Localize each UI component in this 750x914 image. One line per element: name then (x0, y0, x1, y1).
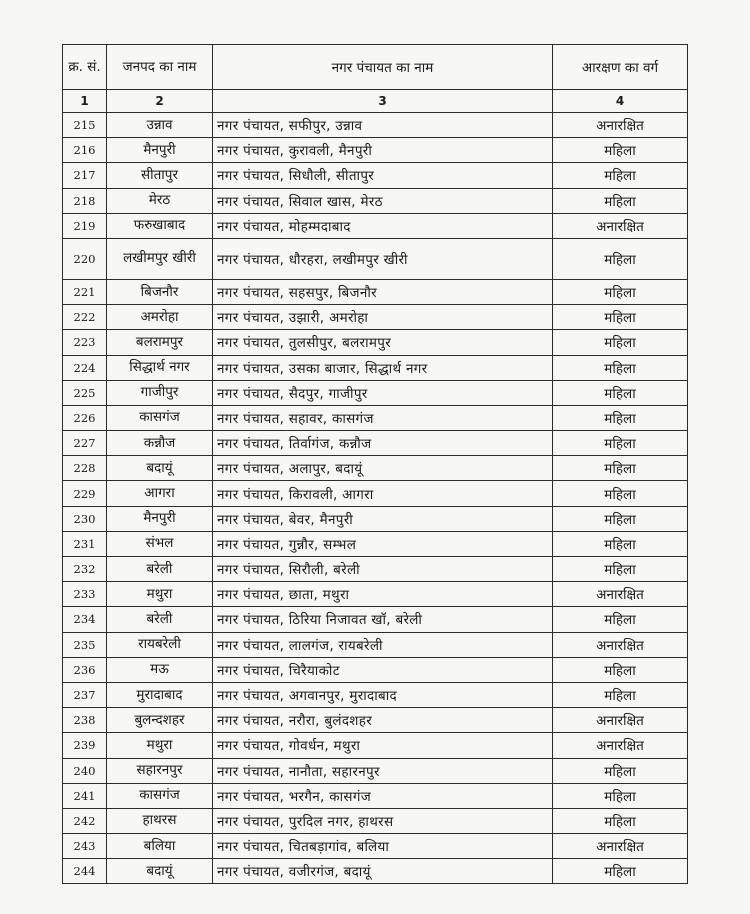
table-row (63, 380, 688, 405)
serial-number-cell: 227 (63, 431, 107, 456)
table-header-row (63, 45, 688, 90)
district-cell: सहारनपुर (107, 758, 213, 783)
header-district-name: जनपद का नाम (107, 45, 213, 90)
nagar-panchayat-cell: नगर पंचायत, गोवर्धन, मथुरा (213, 733, 553, 758)
table-row (63, 733, 688, 758)
serial-number-cell: 235 (63, 632, 107, 657)
table-row (63, 330, 688, 355)
reservation-category-cell: अनारक्षित (553, 213, 688, 238)
table-row (63, 279, 688, 304)
serial-number-cell: 236 (63, 657, 107, 682)
reservation-category-cell: अनारक्षित (553, 632, 688, 657)
nagar-panchayat-cell: नगर पंचायत, कुरावली, मैनपुरी (213, 138, 553, 163)
serial-number-cell: 232 (63, 557, 107, 582)
district-cell: बलिया (107, 834, 213, 859)
nagar-panchayat-cell: नगर पंचायत, ठिरिया निजावत खॉ, बरेली (213, 607, 553, 632)
table-row (63, 405, 688, 430)
table-row (63, 213, 688, 238)
reservation-category-cell: महिला (553, 380, 688, 405)
serial-number-cell: 229 (63, 481, 107, 506)
header-nagar-panchayat-name: नगर पंचायत का नाम (213, 45, 553, 90)
district-cell: कासगंज (107, 783, 213, 808)
serial-number-cell: 216 (63, 138, 107, 163)
column-number-row (63, 90, 688, 113)
reservation-category-cell: महिला (553, 355, 688, 380)
nagar-panchayat-cell: नगर पंचायत, सिरौली, बरेली (213, 557, 553, 582)
district-cell: फरुखाबाद (107, 213, 213, 238)
district-cell: अमरोहा (107, 305, 213, 330)
reservation-category-cell: महिला (553, 531, 688, 556)
serial-number-cell: 242 (63, 808, 107, 833)
nagar-panchayat-cell: नगर पंचायत, चिरैयाकोट (213, 657, 553, 682)
district-cell: मैनपुरी (107, 506, 213, 531)
serial-number-cell: 226 (63, 405, 107, 430)
header-reservation-category: आरक्षण का वर्ग (553, 45, 688, 90)
table-row (63, 113, 688, 138)
reservation-category-cell: महिला (553, 238, 688, 279)
column-number: 3 (213, 90, 553, 113)
district-cell: उन्नाव (107, 113, 213, 138)
serial-number-cell: 234 (63, 607, 107, 632)
nagar-panchayat-cell: नगर पंचायत, तुलसीपुर, बलरामपुर (213, 330, 553, 355)
nagar-panchayat-cell: नगर पंचायत, किरावली, आगरा (213, 481, 553, 506)
district-cell: मऊ (107, 657, 213, 682)
nagar-panchayat-cell: नगर पंचायत, मोहम्मदाबाद (213, 213, 553, 238)
nagar-panchayat-cell: नगर पंचायत, गुन्नौर, सम्भल (213, 531, 553, 556)
reservation-category-cell: महिला (553, 607, 688, 632)
reservation-category-cell: अनारक्षित (553, 582, 688, 607)
table-row (63, 138, 688, 163)
serial-number-cell: 217 (63, 163, 107, 188)
nagar-panchayat-cell: नगर पंचायत, सिवाल खास, मेरठ (213, 188, 553, 213)
nagar-panchayat-cell: नगर पंचायत, धौरहरा, लखीमपुर खीरी (213, 238, 553, 279)
nagar-panchayat-cell: नगर पंचायत, सहावर, कासगंज (213, 405, 553, 430)
serial-number-cell: 241 (63, 783, 107, 808)
nagar-panchayat-cell: नगर पंचायत, अगवानपुर, मुरादाबाद (213, 682, 553, 707)
reservation-category-cell: महिला (553, 783, 688, 808)
table-row (63, 657, 688, 682)
reservation-category-cell: महिला (553, 431, 688, 456)
nagar-panchayat-cell: नगर पंचायत, सफीपुर, उन्नाव (213, 113, 553, 138)
table-row (63, 632, 688, 657)
serial-number-cell: 222 (63, 305, 107, 330)
reservation-table (62, 44, 688, 884)
district-cell: सीतापुर (107, 163, 213, 188)
table-row (63, 506, 688, 531)
table-row (63, 456, 688, 481)
serial-number-cell: 244 (63, 859, 107, 884)
nagar-panchayat-cell: नगर पंचायत, सहसपुर, बिजनौर (213, 279, 553, 304)
table-row (63, 163, 688, 188)
table-row (63, 783, 688, 808)
district-cell: सिद्धार्थ नगर (107, 355, 213, 380)
serial-number-cell: 240 (63, 758, 107, 783)
reservation-category-cell: अनारक्षित (553, 733, 688, 758)
serial-number-cell: 224 (63, 355, 107, 380)
district-cell: बलरामपुर (107, 330, 213, 355)
table-row (63, 607, 688, 632)
district-cell: बरेली (107, 557, 213, 582)
reservation-category-cell: महिला (553, 330, 688, 355)
reservation-category-cell: महिला (553, 557, 688, 582)
table-row (63, 557, 688, 582)
reservation-category-cell: महिला (553, 506, 688, 531)
table-row (63, 531, 688, 556)
serial-number-cell: 238 (63, 708, 107, 733)
district-cell: बदायूं (107, 859, 213, 884)
table-row (63, 305, 688, 330)
district-cell: बरेली (107, 607, 213, 632)
serial-number-cell: 225 (63, 380, 107, 405)
table-row (63, 188, 688, 213)
reservation-category-cell: महिला (553, 657, 688, 682)
district-cell: मुरादाबाद (107, 682, 213, 707)
district-cell: लखीमपुर खीरी (107, 238, 213, 279)
district-cell: कासगंज (107, 405, 213, 430)
nagar-panchayat-cell: नगर पंचायत, उसका बाजार, सिद्धार्थ नगर (213, 355, 553, 380)
table-row (63, 355, 688, 380)
nagar-panchayat-cell: नगर पंचायत, नानौता, सहारनपुर (213, 758, 553, 783)
reservation-category-cell: अनारक्षित (553, 113, 688, 138)
district-cell: बदायूं (107, 456, 213, 481)
district-cell: बुलन्दशहर (107, 708, 213, 733)
reservation-category-cell: महिला (553, 758, 688, 783)
table-body (63, 113, 688, 884)
nagar-panchayat-cell: नगर पंचायत, पुरदिल नगर, हाथरस (213, 808, 553, 833)
serial-number-cell: 237 (63, 682, 107, 707)
nagar-panchayat-cell: नगर पंचायत, नरौरा, बुलंदशहर (213, 708, 553, 733)
district-cell: रायबरेली (107, 632, 213, 657)
serial-number-cell: 231 (63, 531, 107, 556)
serial-number-cell: 215 (63, 113, 107, 138)
serial-number-cell: 243 (63, 834, 107, 859)
serial-number-cell: 220 (63, 238, 107, 279)
nagar-panchayat-cell: नगर पंचायत, बेवर, मैनपुरी (213, 506, 553, 531)
serial-number-cell: 239 (63, 733, 107, 758)
serial-number-cell: 221 (63, 279, 107, 304)
nagar-panchayat-cell: नगर पंचायत, छाता, मथुरा (213, 582, 553, 607)
table-row (63, 834, 688, 859)
nagar-panchayat-cell: नगर पंचायत, भरगैन, कासगंज (213, 783, 553, 808)
table-row (63, 431, 688, 456)
table-row (63, 708, 688, 733)
district-cell: आगरा (107, 481, 213, 506)
header-serial-number: क्र. सं. (63, 45, 107, 90)
nagar-panchayat-cell: नगर पंचायत, तिर्वागंज, कन्नौज (213, 431, 553, 456)
serial-number-cell: 218 (63, 188, 107, 213)
column-number: 4 (553, 90, 688, 113)
district-cell: बिजनौर (107, 279, 213, 304)
reservation-category-cell: महिला (553, 456, 688, 481)
column-number: 2 (107, 90, 213, 113)
district-cell: गाजीपुर (107, 380, 213, 405)
district-cell: मथुरा (107, 733, 213, 758)
reservation-category-cell: महिला (553, 808, 688, 833)
district-cell: हाथरस (107, 808, 213, 833)
reservation-category-cell: महिला (553, 682, 688, 707)
reservation-category-cell: महिला (553, 188, 688, 213)
serial-number-cell: 228 (63, 456, 107, 481)
table-row (63, 481, 688, 506)
table-row (63, 582, 688, 607)
serial-number-cell: 223 (63, 330, 107, 355)
table-row (63, 238, 688, 279)
serial-number-cell: 230 (63, 506, 107, 531)
reservation-category-cell: महिला (553, 138, 688, 163)
serial-number-cell: 219 (63, 213, 107, 238)
reservation-category-cell: महिला (553, 859, 688, 884)
district-cell: संभल (107, 531, 213, 556)
reservation-category-cell: अनारक्षित (553, 834, 688, 859)
nagar-panchayat-cell: नगर पंचायत, चितबड़ागांव, बलिया (213, 834, 553, 859)
nagar-panchayat-cell: नगर पंचायत, उझारी, अमरोहा (213, 305, 553, 330)
reservation-category-cell: महिला (553, 163, 688, 188)
district-cell: मैनपुरी (107, 138, 213, 163)
reservation-category-cell: महिला (553, 405, 688, 430)
reservation-category-cell: अनारक्षित (553, 708, 688, 733)
district-cell: कन्नौज (107, 431, 213, 456)
reservation-category-cell: महिला (553, 279, 688, 304)
nagar-panchayat-cell: नगर पंचायत, सैदपुर, गाजीपुर (213, 380, 553, 405)
nagar-panchayat-cell: नगर पंचायत, लालगंज, रायबरेली (213, 632, 553, 657)
table-row (63, 758, 688, 783)
reservation-category-cell: महिला (553, 305, 688, 330)
column-number: 1 (63, 90, 107, 113)
table-row (63, 682, 688, 707)
table-row (63, 808, 688, 833)
district-cell: मेरठ (107, 188, 213, 213)
serial-number-cell: 233 (63, 582, 107, 607)
reservation-category-cell: महिला (553, 481, 688, 506)
table-row (63, 859, 688, 884)
district-cell: मथुरा (107, 582, 213, 607)
nagar-panchayat-cell: नगर पंचायत, अलापुर, बदायूं (213, 456, 553, 481)
nagar-panchayat-cell: नगर पंचायत, सिधौली, सीतापुर (213, 163, 553, 188)
nagar-panchayat-cell: नगर पंचायत, वजीरगंज, बदायूं (213, 859, 553, 884)
